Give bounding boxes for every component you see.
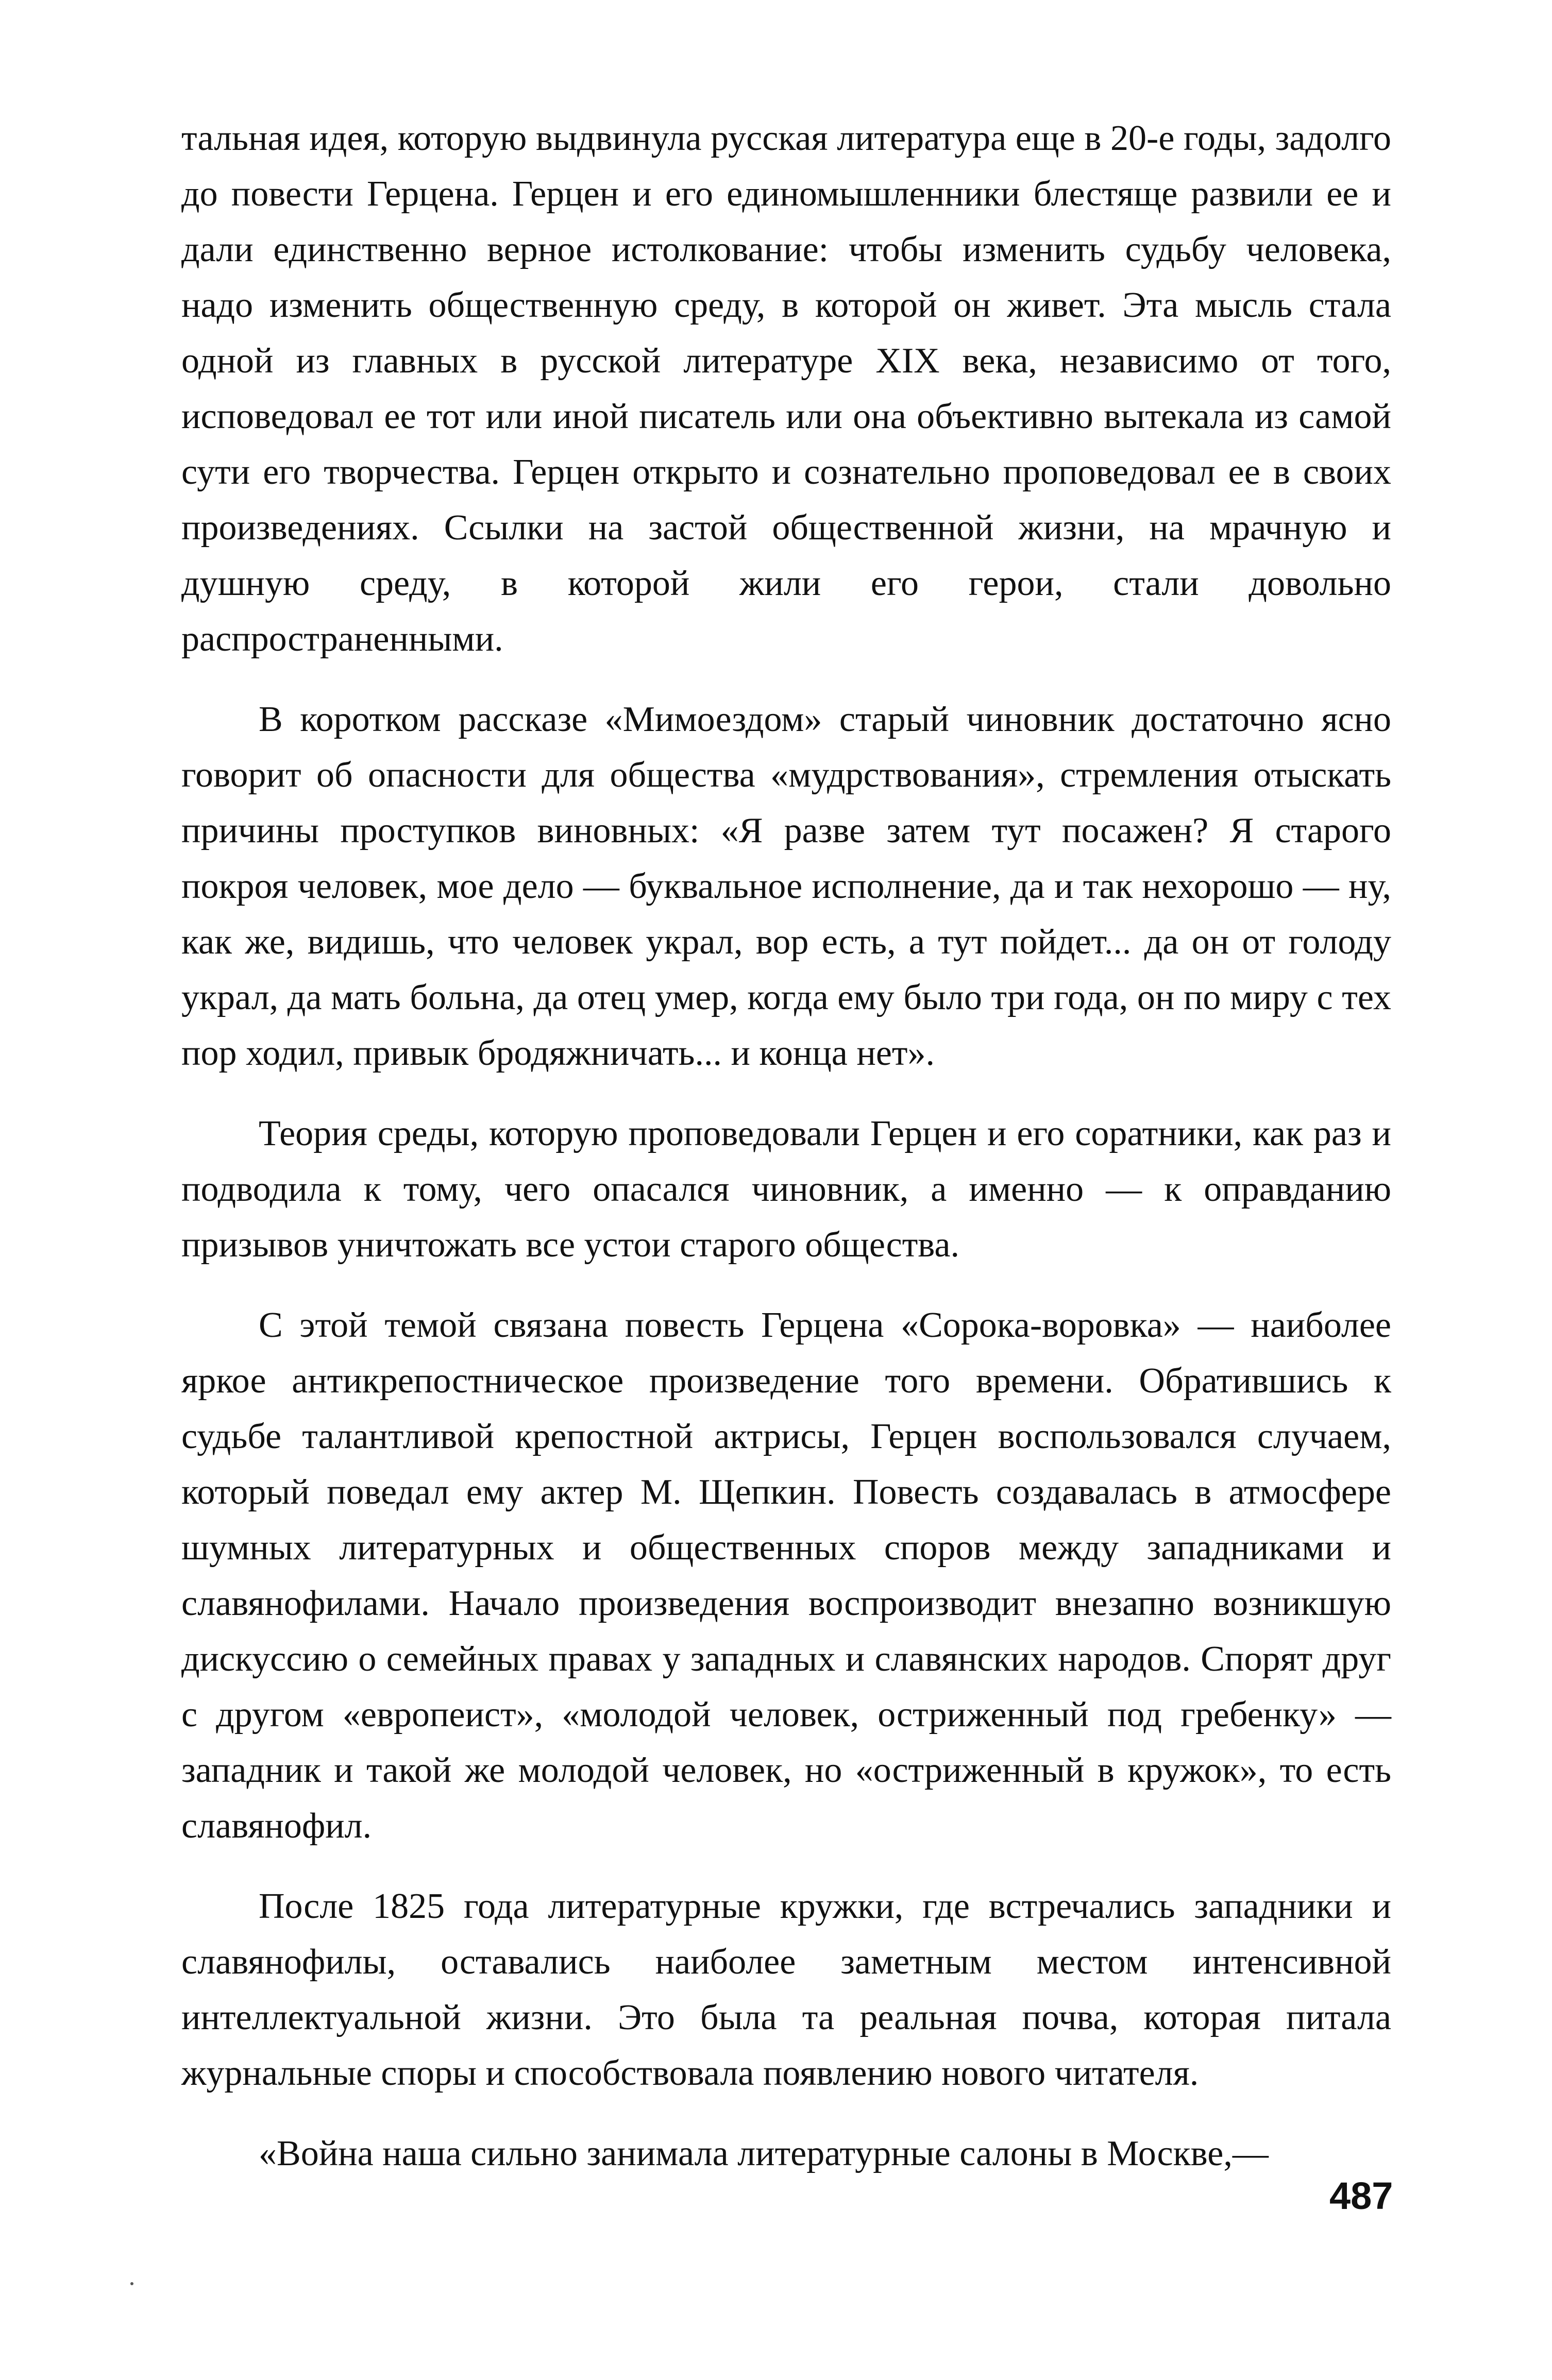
paragraph-1: тальная идея, которую выдвинула русская литература еще в 20-е годы, задолго до повести Герцена. Герцен и его единомышленники блестяще развили ее и дали единственно верное истолкование: чтобы изменить судьбу человека, надо изменить общественную среду, в которой он живет. Эта мысль стала одной из главных в русской литературе XIX века, независимо от того, исповедовал ее тот или иной писатель или она объективно вытекала из самой сути его творчества. Герцен открыто и сознательно проповедовал ее в своих произведениях. Ссылки на застой общественной жизни, на мрачную и душную среду, в которой жили его герои, стали довольно распространенными. xyxy=(181,118,1391,659)
paragraph-2: В коротком рассказе «Мимоездом» старый чиновник достаточно ясно говорит об опасности для общества «мудрствования», стремления отыскать причины проступков виновных: «Я разве затем тут посажен? Я старого покроя человек, мое дело — буквальное исполнение, да и так нехорошо — ну, как же, видишь, что человек украл, вор есть, а тут пойдет... да он от голоду украл, да мать больна, да отец умер, когда ему было три года, он по миру с тех пор ходил, привык бродяжничать... и конца нет». xyxy=(181,700,1391,1073)
paragraph-4: С этой темой связана повесть Герцена «Сорока-воровка» — наиболее яркое антикрепостническое произведение того времени. Обратившись к судьбе талантливой крепостной актрисы, Герцен воспользовался случаем, который поведал ему актер М. Щепкин. Повесть создавалась в атмосфере шумных литературных и общественных споров между западниками и славянофилами. Начало произведения воспроизводит внезапно возникшую дискуссию о семейных правах у западных и славянских народов. Спорят друг с другом «европеист», «молодой человек, остриженный под гребенку» — западник и такой же молодой человек, но «остриженный в кружок», то есть славянофил. xyxy=(181,1305,1391,1846)
paragraph-5: После 1825 года литературные кружки, где встречались западники и славянофилы, оставались наиболее заметным местом интенсивной интеллектуальной жизни. Это была та реальная почва, которая питала журнальные споры и способствовала появлению нового читателя. xyxy=(181,1886,1391,2093)
paragraph-3: Теория среды, которую проповедовали Герцен и его соратники, как раз и подводила к тому, чего опасался чиновник, а именно — к оправданию призывов уничтожать все устои старого общества. xyxy=(181,1114,1391,1265)
page-number: 487 xyxy=(1329,2174,1393,2217)
paragraph-6: «Война наша сильно занимала литературные салоны в Москве,— xyxy=(259,2134,1269,2173)
body-text xyxy=(181,111,1391,2182)
scan-speck xyxy=(130,2282,133,2285)
